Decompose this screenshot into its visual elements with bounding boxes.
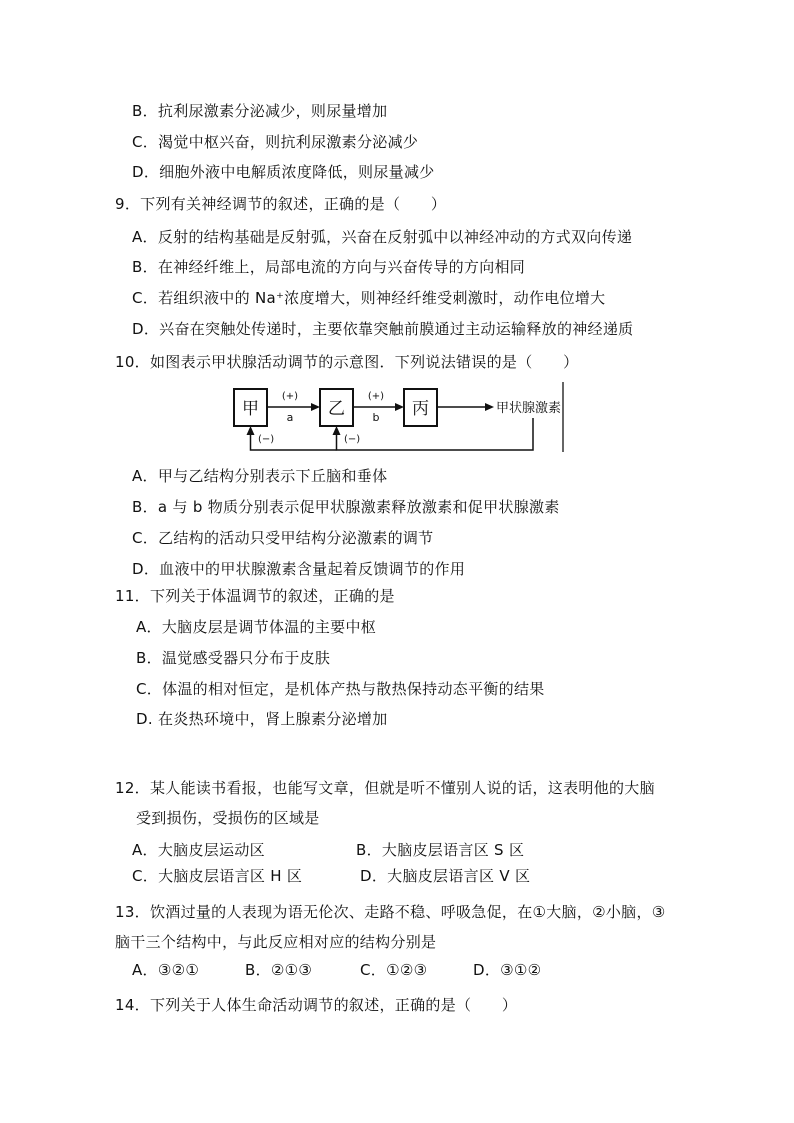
q9-option-c: C．若组织液中的 Na⁺浓度增大，则神经纤维受刺激时，动作电位增大 — [132, 289, 606, 307]
q12-option-b: B．大脑皮层语言区 S 区 — [356, 841, 525, 859]
q9-option-a: A．反射的结构基础是反射弧，兴奋在反射弧中以神经冲动的方式双向传递 — [132, 228, 633, 246]
q13-stem-line1: 13．饮酒过量的人表现为语无伦次、走路不稳、呼吸急促，在①大脑，②小脑，③ — [115, 903, 666, 921]
arrow-a-head — [311, 403, 320, 411]
q12-option-c: C．大脑皮层语言区 H 区 — [132, 867, 303, 885]
plus-sign-1: (+) — [281, 391, 299, 402]
output-label: 甲状腺激素 — [496, 401, 562, 416]
feedback-arrow-yi-head — [333, 426, 341, 435]
q13-option-d: D．③①② — [473, 961, 542, 979]
arrow-b-head — [395, 403, 404, 411]
q10-stem: 10．如图表示甲状腺活动调节的示意图．下列说法错误的是（ ） — [115, 353, 579, 371]
q10-option-a: A．甲与乙结构分别表示下丘脑和垂体 — [132, 467, 388, 485]
q13-stem-line2: 脑干三个结构中，与此反应相对应的结构分别是 — [115, 933, 437, 951]
q9-option-b: B．在神经纤维上，局部电流的方向与兴奋传导的方向相同 — [132, 258, 526, 276]
q12-option-d: D．大脑皮层语言区 V 区 — [360, 867, 531, 885]
feedback-arrow-jia-head — [247, 426, 255, 435]
box-bing-label: 丙 — [412, 399, 429, 419]
label-a: a — [286, 411, 294, 424]
q11-option-d: D. 在炎热环境中，肾上腺素分泌增加 — [136, 710, 388, 728]
minus-sign-1: (−) — [258, 434, 275, 445]
q12-stem-line2: 受到损伤，受损伤的区域是 — [136, 809, 320, 827]
thyroid-regulation-diagram — [230, 380, 566, 454]
q10-option-c: C．乙结构的活动只受甲结构分泌激素的调节 — [132, 529, 434, 547]
q11-option-c: C．体温的相对恒定，是机体产热与散热保持动态平衡的结果 — [136, 680, 545, 698]
q14-stem: 14．下列关于人体生命活动调节的叙述，正确的是（ ） — [115, 996, 518, 1014]
q8-option-b: B．抗利尿激素分泌减少，则尿量增加 — [132, 102, 388, 120]
q11-option-a: A．大脑皮层是调节体温的主要中枢 — [136, 618, 377, 636]
arrow-output-head — [485, 403, 494, 411]
q10-option-b: B．a 与 b 物质分别表示促甲状腺激素释放激素和促甲状腺激素 — [132, 498, 560, 516]
q13-option-c: C．①②③ — [360, 961, 428, 979]
q12-stem-line1: 12．某人能读书看报，也能写文章，但就是听不懂别人说的话，这表明他的大脑 — [115, 779, 655, 797]
label-b: b — [372, 411, 380, 424]
plus-sign-2: (+) — [367, 391, 385, 402]
q10-option-d: D．血液中的甲状腺激素含量起着反馈调节的作用 — [132, 560, 466, 578]
box-yi-label: 乙 — [328, 399, 345, 419]
q8-option-d: D．细胞外液中电解质浓度降低，则尿量减少 — [132, 163, 435, 181]
q8-option-c: C．渴觉中枢兴奋，则抗利尿激素分泌减少 — [132, 133, 419, 151]
q11-option-b: B．温觉感受器只分布于皮肤 — [136, 649, 331, 667]
q13-option-a: A．③②① — [132, 961, 200, 979]
q13-option-b: B．②①③ — [245, 961, 313, 979]
box-jia-label: 甲 — [242, 399, 259, 419]
q11-stem: 11．下列关于体温调节的叙述，正确的是 — [115, 587, 395, 605]
q9-option-d: D．兴奋在突触处传递时，主要依靠突触前膜通过主动运输释放的神经递质 — [132, 320, 634, 338]
minus-sign-2: (−) — [344, 434, 361, 445]
q12-option-a: A．大脑皮层运动区 — [132, 841, 265, 859]
q9-stem: 9．下列有关神经调节的叙述，正确的是（ ） — [115, 195, 447, 213]
